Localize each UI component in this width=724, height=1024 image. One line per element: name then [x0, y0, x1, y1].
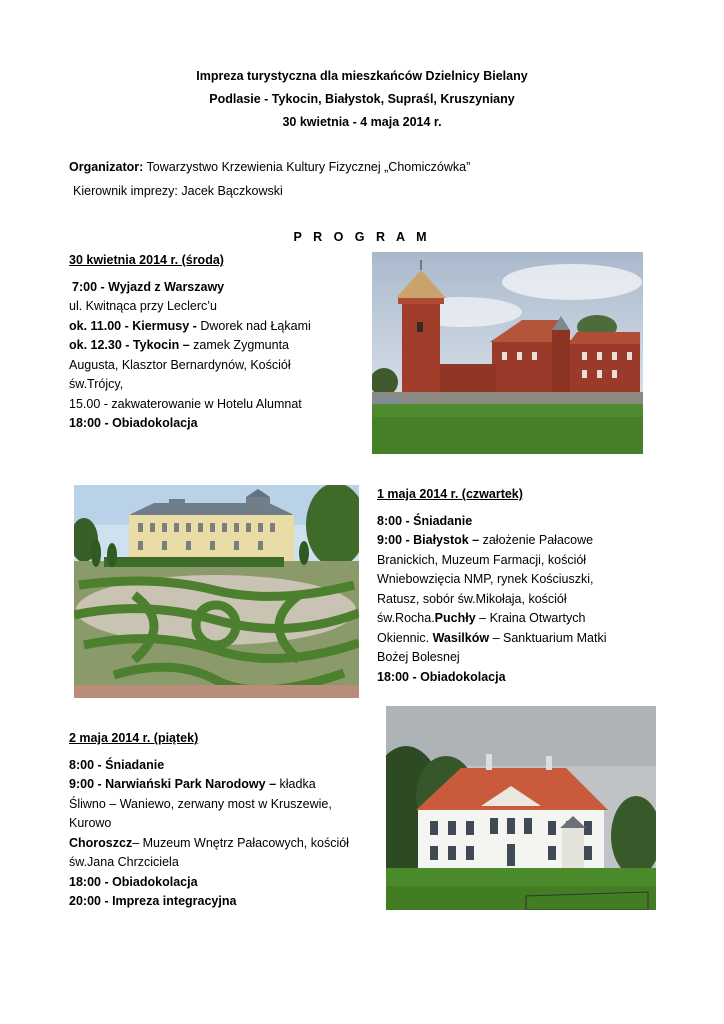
- choroszcz-palace-photo: [386, 706, 656, 910]
- day2-line-9: 18:00 - Obiadokolacja: [377, 669, 506, 684]
- day1-line-7: 15.00 - zakwaterowanie w Hotelu Alumnat: [69, 396, 302, 411]
- day2-line-1: 8:00 - Śniadanie: [377, 513, 473, 528]
- organizer-value: Towarzystwo Krzewienia Kultury Fizycznej „Chomiczówka”: [143, 160, 471, 174]
- day2-line-4: Wniebowzięcia NMP, rynek Kościuszki,: [377, 572, 594, 586]
- day3-line-6: św.Jana Chrzciciela: [69, 855, 179, 869]
- manager-line: Kierownik imprezy: Jacek Bączkowski: [73, 184, 283, 198]
- title-line-3: 30 kwietnia - 4 maja 2014 r.: [282, 115, 442, 129]
- day2-line-2-bold: 9:00 - Białystok –: [377, 533, 483, 547]
- day3-line-5-bold: Choroszcz: [69, 835, 133, 850]
- day2-line-5: Ratusz, sobór św.Mikołaja, kościół: [377, 591, 567, 606]
- day2-line-6: [377, 609, 607, 629]
- day2-line-7-a: Okiennic.: [377, 630, 433, 645]
- day1-line-4-bold: ok. 12.30 - Tykocin –: [69, 338, 194, 352]
- day3-line-5-text: – Muzeum Wnętrz Pałacowych, kościół: [132, 835, 349, 850]
- day1-line-4: [69, 336, 311, 356]
- day2-line-2-text: założenie Pałacowe: [482, 533, 594, 547]
- day1-section: [69, 251, 311, 434]
- organizer-line: [69, 158, 470, 178]
- day1-line-1: 7:00 - Wyjazd z Warszawy: [72, 279, 225, 294]
- day2-section: [377, 485, 607, 687]
- title-line-1: Impreza turystyczna dla mieszkańców Dzielnicy Bielany: [196, 69, 528, 83]
- day3-line-7: 18:00 - Obiadokolacja: [69, 874, 198, 889]
- day3-heading: 2 maja 2014 r. (piątek): [69, 731, 199, 745]
- day1-line-8: 18:00 - Obiadokolacja: [69, 416, 198, 430]
- day3-line-5: [69, 834, 349, 854]
- day2-line-3: Branickich, Muzeum Farmacji, kościół: [377, 552, 587, 567]
- day3-line-1: 8:00 - Śniadanie: [69, 757, 165, 772]
- day3-line-3: Śliwno – Waniewo, zerwany most w Kruszewie,: [69, 796, 332, 811]
- title-line-2: Podlasie - Tykocin, Białystok, Supraśl, Kruszyniany: [209, 92, 515, 106]
- day2-line-7: [377, 629, 607, 649]
- day1-line-2: ul. Kwitnąca przy Leclerc’u: [69, 299, 217, 313]
- day1-heading: 30 kwietnia 2014 r. (środa): [69, 253, 224, 267]
- day3-line-8: 20:00 - Impreza integracyjna: [69, 894, 237, 908]
- day3-line-4: Kurowo: [69, 816, 112, 830]
- day3-line-2-text: kładka: [279, 777, 316, 791]
- day2-line-6-a: św.Rocha.: [377, 611, 435, 625]
- day1-line-4-text: zamek Zygmunta: [193, 338, 290, 352]
- branicki-palace-photo: [74, 485, 359, 698]
- day3-section: [69, 729, 349, 912]
- day1-line-3-bold: ok. 11.00 - Kiermusy -: [69, 318, 201, 333]
- day1-line-3: [69, 317, 311, 337]
- tykocin-castle-photo: [372, 252, 643, 454]
- day1-line-3-text: Dworek nad Łąkami: [200, 318, 311, 333]
- day2-line-7-bold: Wasilków: [432, 630, 490, 645]
- day2-line-2: [377, 531, 607, 551]
- day3-line-2-bold: 9:00 - Narwiański Park Narodowy –: [69, 777, 280, 791]
- program-title: P R O G R A M: [293, 230, 431, 244]
- day2-line-6-c: – Kraina Otwartych: [475, 611, 586, 625]
- day1-line-5: Augusta, Klasztor Bernardynów, Kościół: [69, 357, 291, 372]
- day2-heading: 1 maja 2014 r. (czwartek): [377, 487, 523, 501]
- day2-line-6-bold: Puchły: [434, 611, 476, 625]
- day2-line-8: Bożej Bolesnej: [377, 650, 460, 664]
- day2-line-7-c: – Sanktuarium Matki: [489, 630, 607, 645]
- day3-line-2: [69, 775, 349, 795]
- organizer-label: Organizator:: [69, 160, 144, 174]
- day1-line-6: św.Trójcy,: [69, 377, 124, 391]
